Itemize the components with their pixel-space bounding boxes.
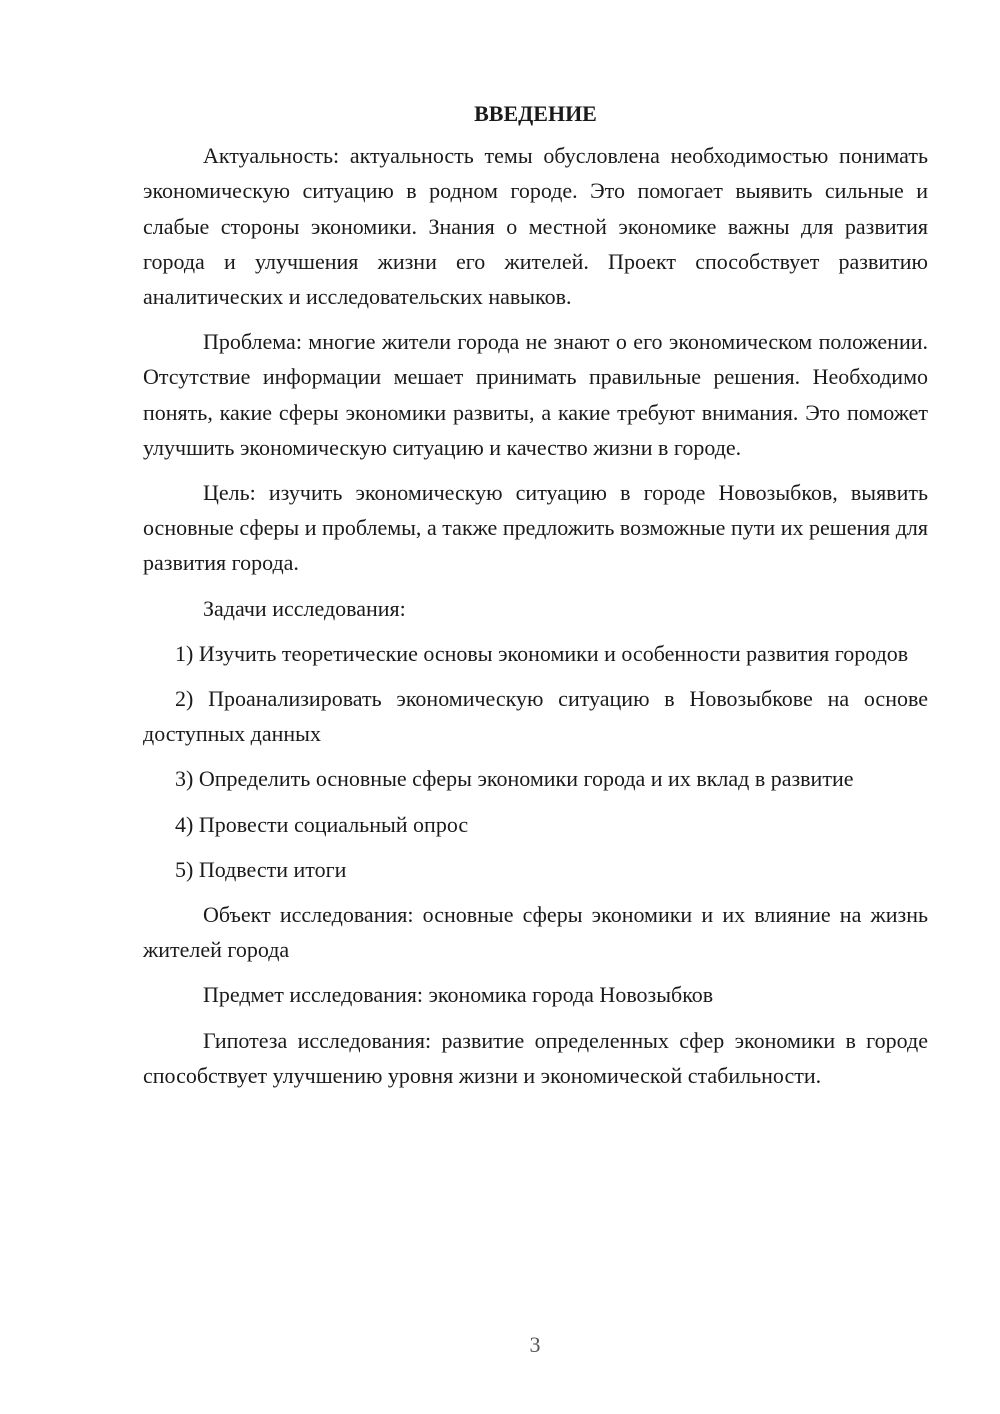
- page-title: ВВЕДЕНИЕ: [474, 101, 597, 126]
- page-number: 3: [529, 1332, 541, 1357]
- object-paragraph: Объект исследования: основные сферы экономики и их влияние на жизнь жителей города: [143, 902, 928, 963]
- task-item: 1) Изучить теоретические основы экономики и особенности развития городов: [175, 640, 909, 666]
- task-item: 2) Проанализировать экономическую ситуацию в Новозыбкове на основе доступных данных: [143, 686, 928, 747]
- hypothesis-paragraph: Гипотеза исследования: развитие определенных сфер экономики в городе способствует улучшению уровня жизни и экономической стабильности.: [143, 1027, 928, 1088]
- task-item: 4) Провести социальный опрос: [175, 811, 469, 837]
- problem-paragraph: Проблема: многие жители города не знают о его экономическом положении. Отсутствие информации мешает принимать правильные решения. Необходимо понять, какие сферы экономики развиты, а какие требуют внимания. Это поможет улучшить экономическую ситуацию и качество жизни в городе.: [143, 329, 928, 460]
- goal-paragraph: Цель: изучить экономическую ситуацию в городе Новозыбков, выявить основные сферы и проблемы, а также предложить возможные пути их решения для развития города.: [143, 480, 928, 576]
- relevance-paragraph: Актуальность: актуальность темы обусловлена необходимостью понимать экономическую ситуацию в родном городе. Это помогает выявить сильные и слабые стороны экономики. Знания о местной экономике важны для развития города и улучшения жизни его жителей. Проект способствует развитию аналитических и исследовательских навыков.: [143, 143, 928, 310]
- tasks-heading: Задачи исследования:: [203, 595, 406, 621]
- task-item: 3) Определить основные сферы экономики города и их вклад в развитие: [175, 766, 854, 792]
- task-item: 5) Подвести итоги: [175, 856, 347, 882]
- subject-paragraph: Предмет исследования: экономика города Новозыбков: [203, 982, 714, 1008]
- document-page: [143, 96, 928, 1103]
